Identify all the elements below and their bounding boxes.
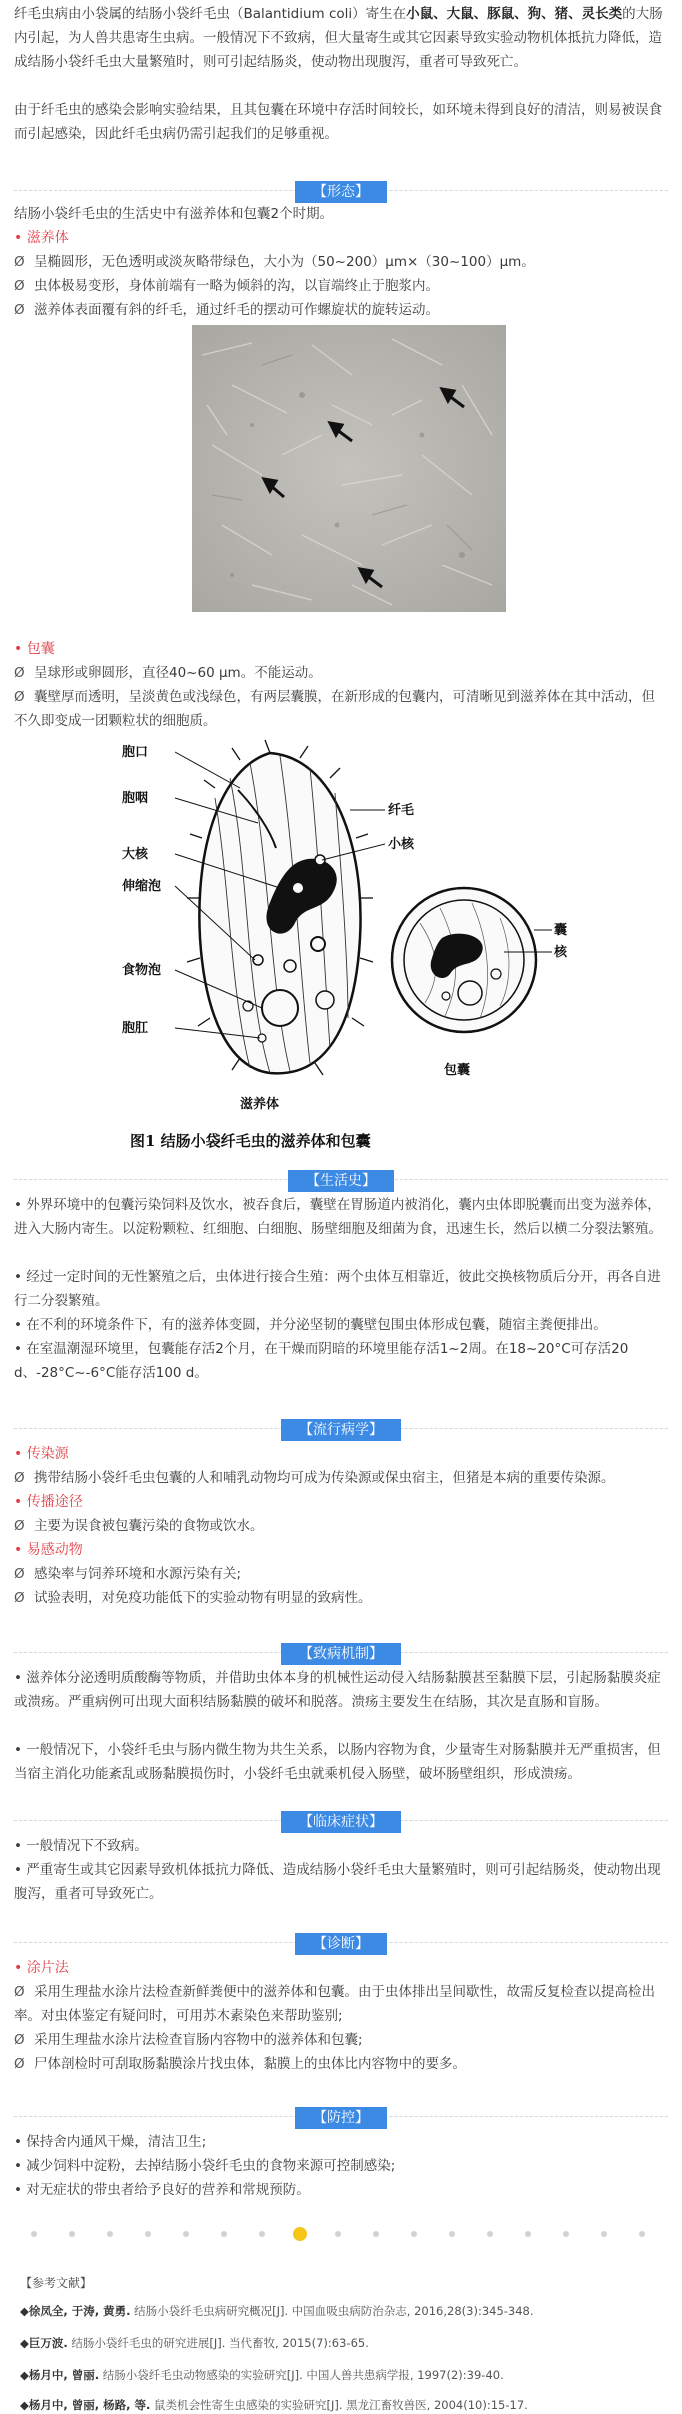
smear-title: • 涂片法 xyxy=(14,1960,69,1976)
label-cytopharynx: 胞咽 xyxy=(122,791,149,806)
cyst-item: Ø 囊壁厚而透明，呈淡黄色或浅绿色，有两层囊膜，在新形成的包囊内，可清晰见到滋养体在其中活动，但不久即变成一团颗粒状的细胞质。 xyxy=(14,689,655,729)
prevention-item: • 减少饲料中淀粉，去掉结肠小袋纤毛虫的食物来源可控制感染; xyxy=(14,2158,396,2174)
pager-dot[interactable] xyxy=(259,2231,265,2237)
caption-cyst: 包囊 xyxy=(444,1063,471,1078)
label-cytopyge: 胞肛 xyxy=(122,1021,149,1036)
cyst-title: • 包囊 xyxy=(14,641,55,657)
trophozoite-cyst-diagram xyxy=(120,738,568,1158)
diagram-svg xyxy=(120,738,568,1158)
pager-dot[interactable] xyxy=(107,2231,113,2237)
pager-dot[interactable] xyxy=(145,2231,151,2237)
trophozoite-title: • 滋养体 xyxy=(14,230,69,246)
lifecycle-item: • 外界环境中的包囊污染饲料及饮水，被吞食后，囊壁在胃肠道内被消化，囊内虫体即脱囊而出变为滋养体，进入大肠内寄生。以淀粉颗粒、红细胞、白细胞、肠壁细胞及细菌为食，迅速生长，然后以横二分裂法繁殖。 xyxy=(14,1197,662,1237)
pager-dot[interactable] xyxy=(525,2231,531,2237)
lifecycle-item: • 经过一定时间的无性繁殖之后，虫体进行接合生殖：两个虫体互相靠近，彼此交换核物质后分开，再各自进行二分裂繁殖。 xyxy=(14,1269,661,1309)
host-item: Ø 试验表明，对免疫功能低下的实验动物有明显的致病性。 xyxy=(14,1590,372,1606)
trophozoite-item: Ø 滋养体表面覆有斜的纤毛，通过纤毛的摆动可作螺旋状的旋转运动。 xyxy=(14,302,439,318)
label-macronucleus: 大核 xyxy=(122,847,149,862)
clinical-item: • 一般情况下不致病。 xyxy=(14,1838,148,1854)
pager-dot[interactable] xyxy=(335,2231,341,2237)
intro-paragraph-1: 纤毛虫病由小袋属的结肠小袋纤毛虫（Balantidium coli）寄生在小鼠、大鼠、豚鼠、狗、猪、灵长类的大肠内引起，为人兽共患寄生虫病。一般情况下不致病，但大量寄生或其它因素导致实验动物机体抵抗力降低，造成结肠小袋纤毛虫大量繁殖时，则可引起结肠炎，使动物出现腹泻，重者可导致死亡。 xyxy=(14,6,663,70)
route-title: • 传播途径 xyxy=(14,1494,83,1510)
microscope-photo xyxy=(192,325,506,612)
pager-dot[interactable] xyxy=(487,2231,493,2237)
clinical-item: • 严重寄生或其它因素导致机体抵抗力降低、造成结肠小袋纤毛虫大量繁殖时，则可引起结肠炎，使动物出现腹泻，重者可导致死亡。 xyxy=(14,1862,661,1902)
pager-dot[interactable] xyxy=(31,2231,37,2237)
label-cyst-wall: 囊 xyxy=(554,923,568,938)
diagnosis-item: Ø 尸体剖检时可刮取肠黏膜涂片找虫体，黏膜上的虫体比内容物中的要多。 xyxy=(14,2056,466,2072)
source-item: Ø 携带结肠小袋纤毛虫包囊的人和哺乳动物均可成为传染源或保虫宿主，但猪是本病的重要传染源。 xyxy=(14,1470,615,1486)
label-cyst-nucleus: 核 xyxy=(554,945,568,960)
pathogenesis-item: • 一般情况下，小袋纤毛虫与肠内微生物为共生关系，以肠内容物为食，少量寄生对肠黏膜并无严重损害，但当宿主消化功能紊乱或肠黏膜损伤时，小袋纤毛虫就乘机侵入肠壁，破坏肠壁组织，形成溃疡。 xyxy=(14,1742,661,1782)
label-cytostome: 胞口 xyxy=(122,745,149,760)
host-title: • 易感动物 xyxy=(14,1542,83,1558)
trophozoite-drawing xyxy=(175,740,385,1075)
route-item: Ø 主要为误食被包囊污染的食物或饮水。 xyxy=(14,1518,264,1534)
label-contractile-vacuole: 伸缩泡 xyxy=(122,879,162,894)
diagnosis-item: Ø 采用生理盐水涂片法检查盲肠内容物中的滋养体和包囊; xyxy=(14,2032,363,2048)
label-micronucleus: 小核 xyxy=(388,837,415,852)
pager-dots xyxy=(14,2224,668,2244)
section-heading-lifecycle: 【生活史】 xyxy=(0,1169,682,1191)
pager-dots-svg xyxy=(14,2224,668,2244)
figure-caption: 图1 结肠小袋纤毛虫的滋养体和包囊 xyxy=(130,1132,371,1150)
host-item: Ø 感染率与饲养环境和水源污染有关; xyxy=(14,1566,242,1582)
cyst-drawing xyxy=(392,888,552,1032)
diagnosis-item: Ø 采用生理盐水涂片法检查新鲜粪便中的滋养体和包囊。由于虫体排出呈间歇性，故需反复检查以提高检出率。对虫体鉴定有疑问时，可用苏木素染色来帮助鉴别; xyxy=(14,1984,655,2024)
section-heading-clinical: 【临床症状】 xyxy=(0,1810,682,1832)
pager-dot[interactable] xyxy=(69,2231,75,2237)
trophozoite-item: Ø 虫体极易变形，身体前端有一略为倾斜的沟，以盲端终止于胞浆内。 xyxy=(14,278,439,294)
caption-trophozoite: 滋养体 xyxy=(240,1097,280,1112)
intro-paragraph-2: 由于纤毛虫的感染会影响实验结果，且其包囊在环境中存活时间较长，如环境未得到良好的清洁，则易被误食而引起感染，因此纤毛虫病仍需引起我们的足够重视。 xyxy=(14,102,662,142)
pager-dot[interactable] xyxy=(373,2231,379,2237)
source-title: • 传染源 xyxy=(14,1446,69,1462)
label-cilia: 纤毛 xyxy=(388,803,415,818)
pathogenesis-item: • 滋养体分泌透明质酸酶等物质，并借助虫体本身的机械性运动侵入结肠黏膜甚至黏膜下层，引起肠黏膜炎症或溃疡。严重病例可出现大面积结肠黏膜的破坏和脱落。溃疡主要发生在结肠，其次是直肠和盲肠。 xyxy=(14,1670,661,1710)
reference-item: ◆杨月中, 曾丽, 杨路, 等. 鼠类机会性寄生虫感染的实验研究[J]. 黑龙江畜牧兽医, 2004(10):15-17. xyxy=(20,2398,528,2412)
lifecycle-item: • 在室温潮湿环境里，包囊能存活2个月，在干燥而阴暗的环境里能存活1~2周。在18~20°C可存活20 d、-28°C~-6°C能存活100 d。 xyxy=(14,1341,629,1381)
microscope-photo-image xyxy=(192,325,506,612)
prevention-item: • 保持舍内通风干燥，清洁卫生; xyxy=(14,2134,207,2150)
pager-dot[interactable] xyxy=(411,2231,417,2237)
reference-item: ◆巨万波. 结肠小袋纤毛虫的研究进展[J]. 当代畜牧, 2015(7):63-65. xyxy=(20,2336,369,2350)
trophozoite-item: Ø 呈椭圆形，无色透明或淡灰略带绿色，大小为（50~200）μm×（30~100）μm。 xyxy=(14,254,535,270)
references-title: 【参考文献】 xyxy=(20,2276,93,2290)
pager-dot[interactable] xyxy=(183,2231,189,2237)
pager-dot[interactable] xyxy=(221,2231,227,2237)
section-heading-morphology: 【形态】 xyxy=(0,180,682,202)
pager-dot[interactable] xyxy=(601,2231,607,2237)
cyst-item: Ø 呈球形或卵圆形，直径40~60 μm。不能运动。 xyxy=(14,665,322,681)
section-heading-prevention: 【防控】 xyxy=(0,2106,682,2128)
section-heading-diagnosis: 【诊断】 xyxy=(0,1932,682,1954)
pager-dot[interactable] xyxy=(639,2231,645,2237)
reference-item: ◆徐凤全, 于涛, 黄勇. 结肠小袋纤毛虫病研究概况[J]. 中国血吸虫病防治杂志, 2016,28(3):345-348. xyxy=(20,2304,534,2318)
section-heading-epidemiology: 【流行病学】 xyxy=(0,1418,682,1440)
pager-dot-active[interactable] xyxy=(293,2227,307,2241)
reference-item: ◆杨月中, 曾丽. 结肠小袋纤毛虫动物感染的实验研究[J]. 中国人兽共患病学报, 1997(2):39-40. xyxy=(20,2368,504,2382)
label-food-vacuole: 食物泡 xyxy=(122,963,162,978)
section-heading-pathogenesis: 【致病机制】 xyxy=(0,1642,682,1664)
morphology-intro: 结肠小袋纤毛虫的生活史中有滋养体和包囊2个时期。 xyxy=(14,206,334,222)
lifecycle-item: • 在不利的环境条件下，有的滋养体变圆，并分泌坚韧的囊壁包围虫体形成包囊，随宿主粪便排出。 xyxy=(14,1317,607,1333)
pager-dot[interactable] xyxy=(449,2231,455,2237)
prevention-item: • 对无症状的带虫者给予良好的营养和常规预防。 xyxy=(14,2182,310,2198)
pager-dot[interactable] xyxy=(563,2231,569,2237)
